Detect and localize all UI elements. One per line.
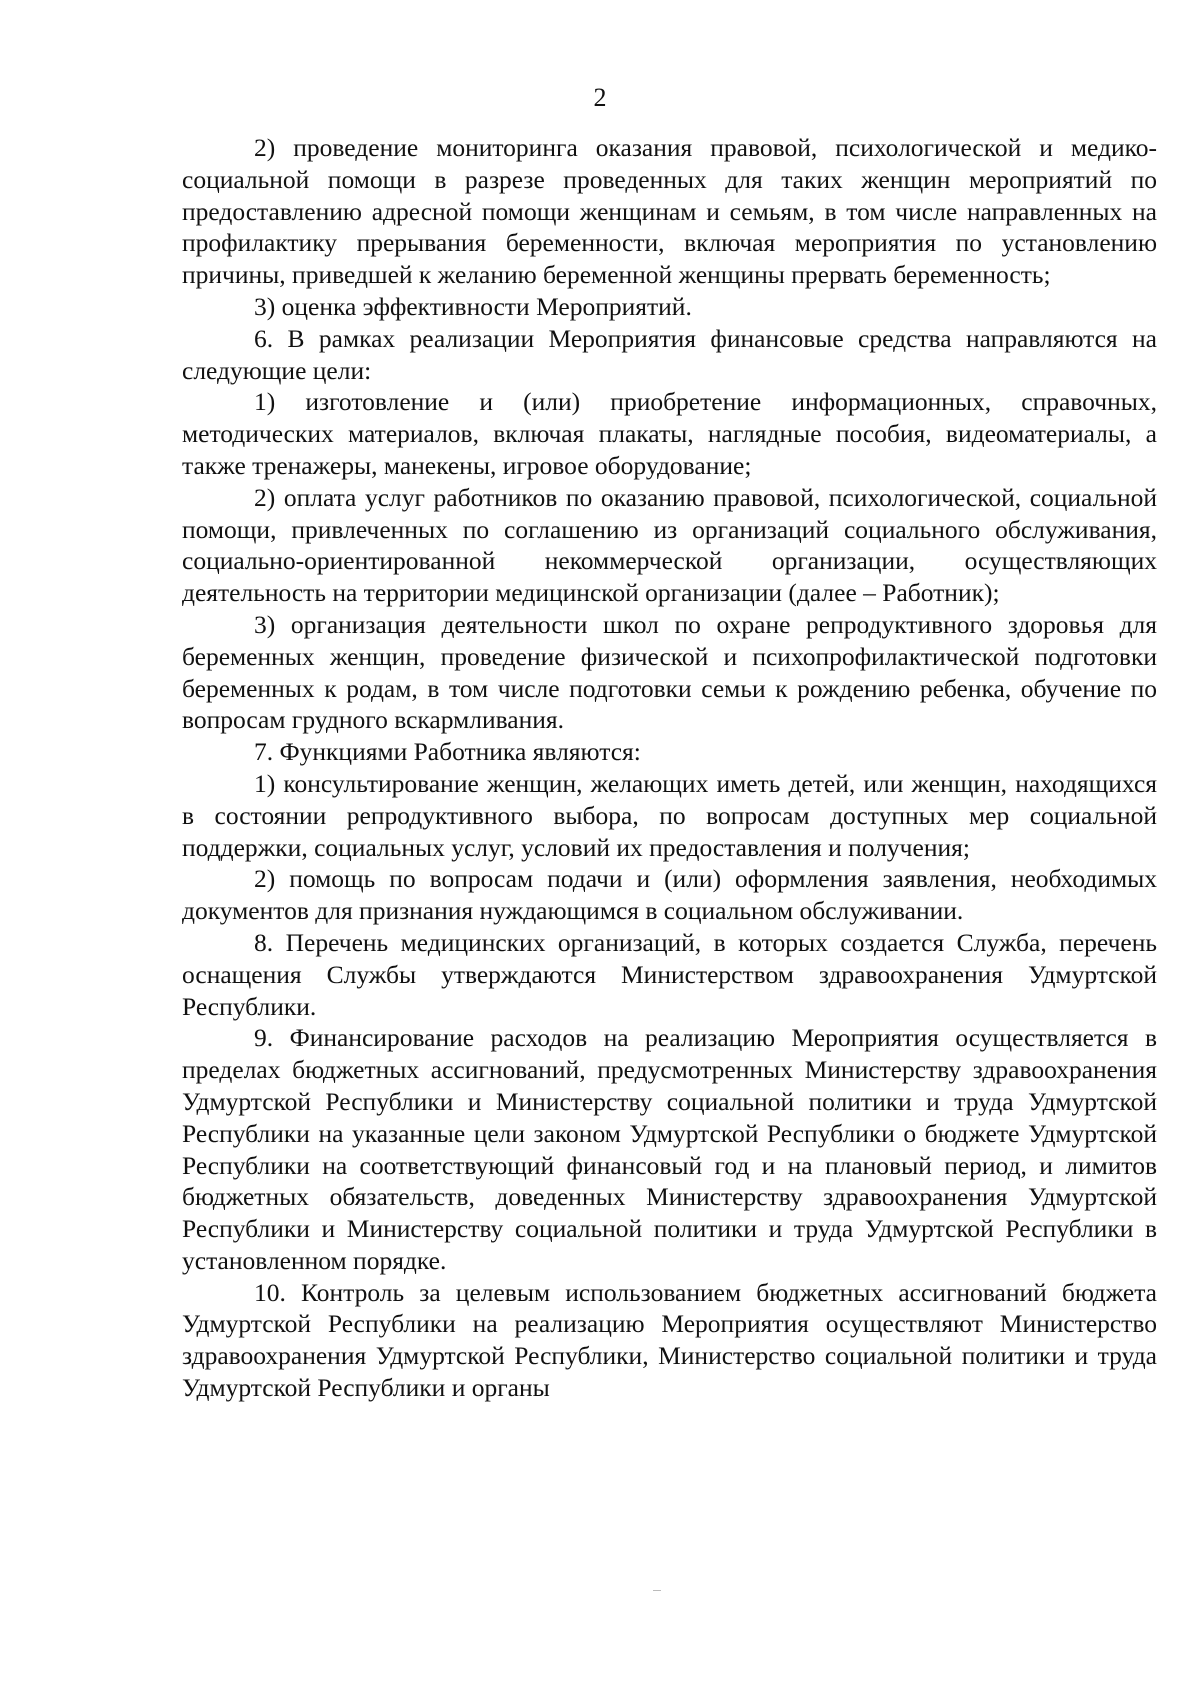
paragraph: 2) оплата услуг работников по оказанию правовой, психологической, социальной помощи, привлеченных по соглашению из организаций социального обслуживания, социально-ориентированной некоммерческой организации, осуществляющих деятельность на территории медицинской организации (далее – Работник); [182, 482, 1157, 608]
document-body [182, 132, 1157, 1404]
paragraph: 10. Контроль за целевым использованием бюджетных ассигнований бюджета Удмуртской Республики на реализацию Мероприятия осуществляют Министерство здравоохранения Удмуртской Республики, Министерство социальной политики и труда Удмуртской Республики и органы [182, 1277, 1157, 1403]
paragraph: 1) консультирование женщин, желающих иметь детей, или женщин, находящихся в состоянии репродуктивного выбора, по вопросам доступных мер социальной поддержки, социальных услуг, условий их предоставления и получения; [182, 768, 1157, 862]
paragraph: 8. Перечень медицинских организаций, в которых создается Служба, перечень оснащения Службы утверждаются Министерством здравоохранения Удмуртской Республики. [182, 927, 1157, 1021]
paragraph: 6. В рамках реализации Мероприятия финансовые средства направляются на следующие цели: [182, 323, 1157, 385]
paragraph: 2) помощь по вопросам подачи и (или) оформления заявления, необходимых документов для признания нуждающимся в социальном обслуживании. [182, 864, 1157, 926]
paragraph: 3) организация деятельности школ по охране репродуктивного здоровья для беременных женщин, проведение физической и психопрофилактической подготовки беременных к родам, в том числе подготовки семьи к рождению ребенка, обучение по вопросам грудного вскармливания. [182, 609, 1157, 735]
paragraph: 9. Финансирование расходов на реализацию Мероприятия осуществляется в пределах бюджетных ассигнований, предусмотренных Министерству здравоохранения Удмуртской Республики и Министерству социальной политики и труда Удмуртской Республики на указанные цели законом Удмуртской Республики о бюджете Удмуртской Республики на соответствующий финансовый год и на плановый период, и лимитов бюджетных обязательств, доведенных Министерству здравоохранения Удмуртской Республики и Министерству социальной политики и труда Удмуртской Республики в установленном порядке. [182, 1023, 1157, 1275]
scan-mark [653, 1590, 661, 1591]
paragraph: 2) проведение мониторинга оказания правовой, психологической и медико-социальной помощи в разрезе проведенных для таких женщин мероприятий по предоставлению адресной помощи женщинам и семьям, в том числе направленных на профилактику прерывания беременности, включая мероприятия по установлению причины, приведшей к желанию беременной женщины прервать беременность; [182, 133, 1157, 290]
paragraph: 7. Функциями Работника являются: [254, 737, 641, 767]
paragraph: 1) изготовление и (или) приобретение информационных, справочных, методических материалов, включая плакаты, наглядные пособия, видеоматериалы, а также тренажеры, манекены, игровое оборудование; [182, 387, 1157, 480]
paragraph: 3) оценка эффективности Мероприятий. [254, 291, 692, 321]
page-number: 2 [593, 83, 607, 112]
